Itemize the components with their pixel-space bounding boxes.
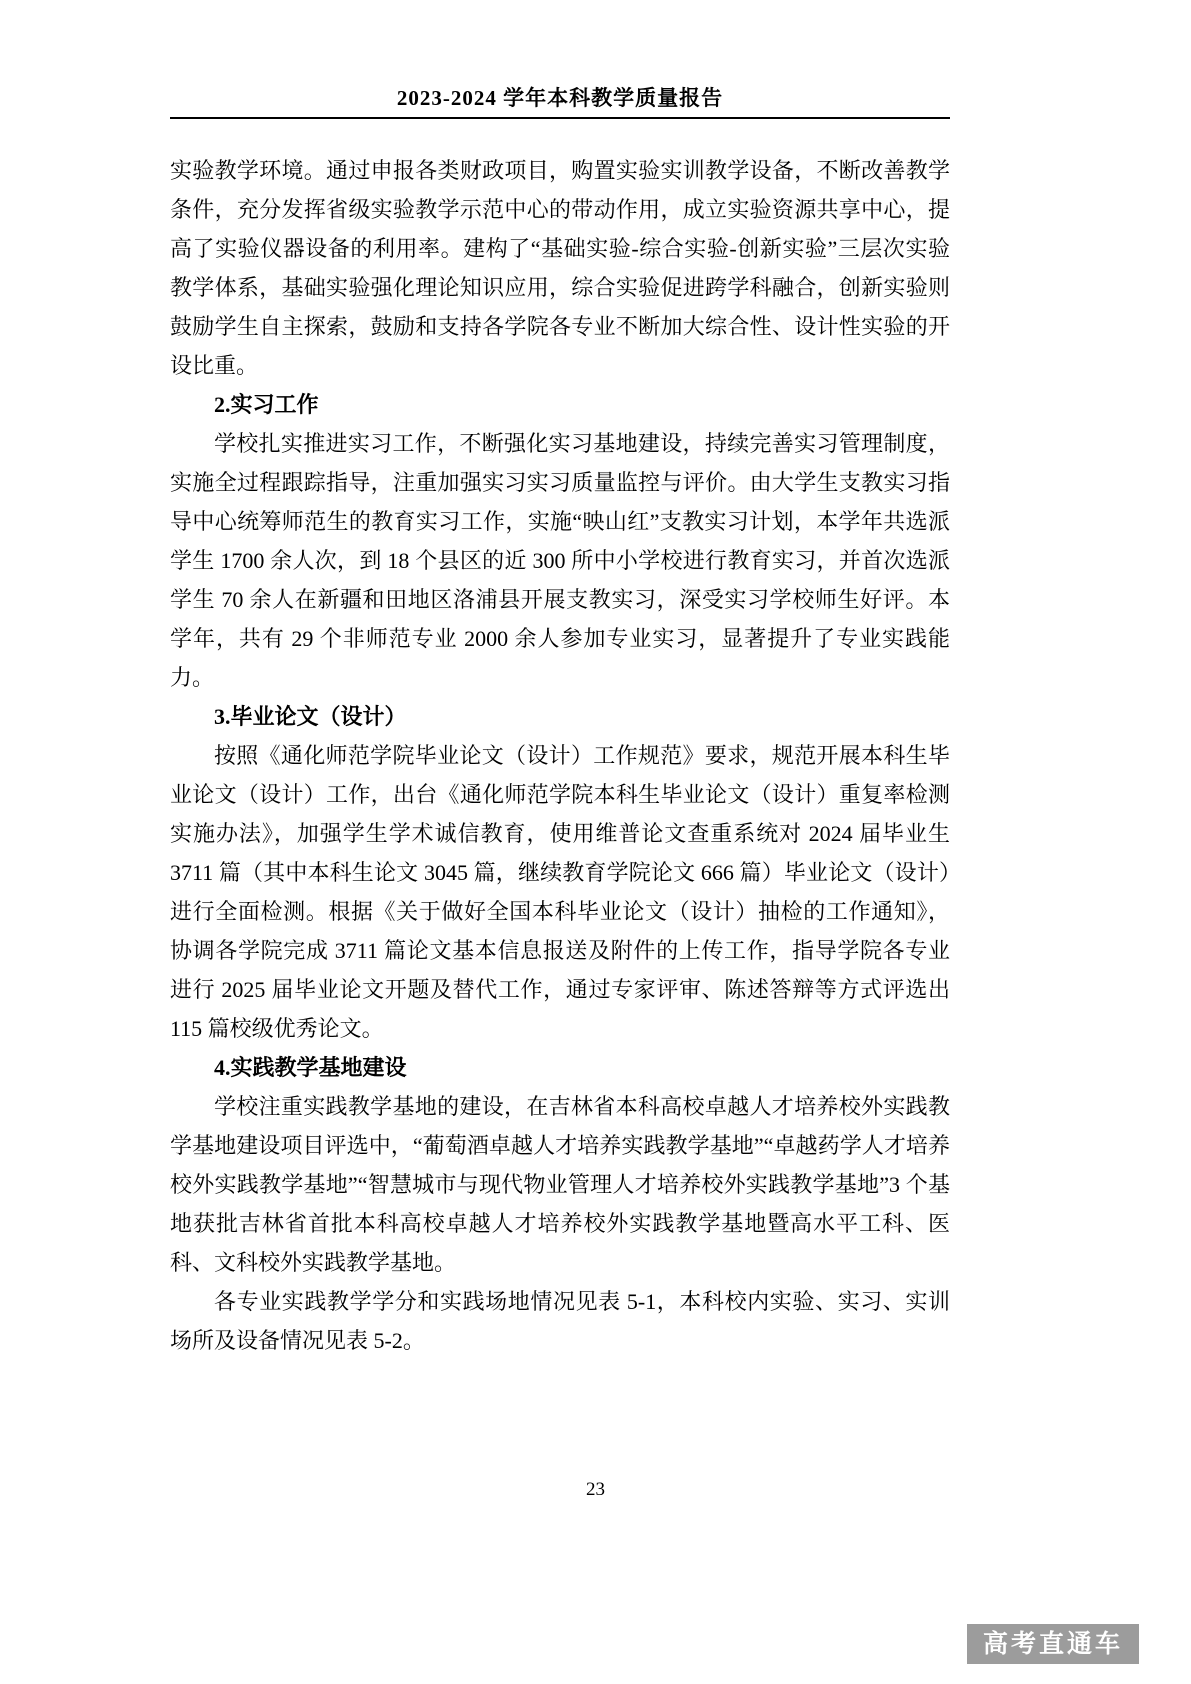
page-header <box>170 86 950 119</box>
section-heading: 4.实践教学基地建设 <box>214 1055 407 1080</box>
section-heading: 2.实习工作 <box>214 392 319 417</box>
body-paragraph: 各专业实践教学学分和实践场地情况见表 5-1，本科校内实验、实习、实训场所及设备情况见表 5-2。 <box>170 1289 950 1353</box>
body-paragraph: 实验教学环境。通过申报各类财政项目，购置实验实训教学设备，不断改善教学条件，充分发挥省级实验教学示范中心的带动作用，成立实验资源共享中心，提高了实验仪器设备的利用率。建构了“基础实验-综合实验-创新实验”三层次实验教学体系，基础实验强化理论知识应用，综合实验促进跨学科融合，创新实验则鼓励学生自主探索，鼓励和支持各学院各专业不断加大综合性、设计性实验的开设比重。 <box>170 158 950 378</box>
body-paragraph: 学校扎实推进实习工作，不断强化实习基地建设，持续完善实习管理制度，实施全过程跟踪指导，注重加强实习实习质量监控与评价。由大学生支教实习指导中心统筹师范生的教育实习工作，实施“映山红”支教实习计划，本学年共选派学生 1700 余人次，到 18 个县区的近 300 所中小学校进行教育实习，并首次选派学生 70 余人在新疆和田地区洛浦县开展支教实习，深受实习学校师生好评。本学年，共有 29 个非师范专业 2000 余人参加专业实习，显著提升了专业实践能力。 <box>170 431 950 690</box>
section-heading: 3.毕业论文（设计） <box>214 704 407 729</box>
header-divider <box>170 117 950 119</box>
watermark-badge: 高考直通车 <box>967 1624 1139 1664</box>
body-paragraph: 学校注重实践教学基地的建设，在吉林省本科高校卓越人才培养校外实践教学基地建设项目评选中，“葡萄酒卓越人才培养实践教学基地”“卓越药学人才培养校外实践教学基地”“智慧城市与现代物业管理人才培养校外实践教学基地”3 个基地获批吉林省首批本科高校卓越人才培养校外实践教学基地暨高水平工科、医科、文科校外实践教学基地。 <box>170 1094 950 1275</box>
document-body <box>170 151 950 1360</box>
page-number: 23 <box>586 1479 605 1500</box>
page-header-title: 2023-2024 学年本科教学质量报告 <box>396 86 724 110</box>
body-paragraph: 按照《通化师范学院毕业论文（设计）工作规范》要求，规范开展本科生毕业论文（设计）工作，出台《通化师范学院本科生毕业论文（设计）重复率检测实施办法》，加强学生学术诚信教育，使用维普论文查重系统对 2024 届毕业生 3711 篇（其中本科生论文 3045 篇，继续教育学院论文 666 篇）毕业论文（设计）进行全面检测。根据《关于做好全国本科毕业论文（设计）抽检的工作通知》，协调各学院完成 3711 篇论文基本信息报送及附件的上传工作，指导学院各专业进行 2025 届毕业论文开题及替代工作，通过专家评审、陈述答辩等方式评选出 115 篇校级优秀论文。 <box>170 743 950 1041</box>
